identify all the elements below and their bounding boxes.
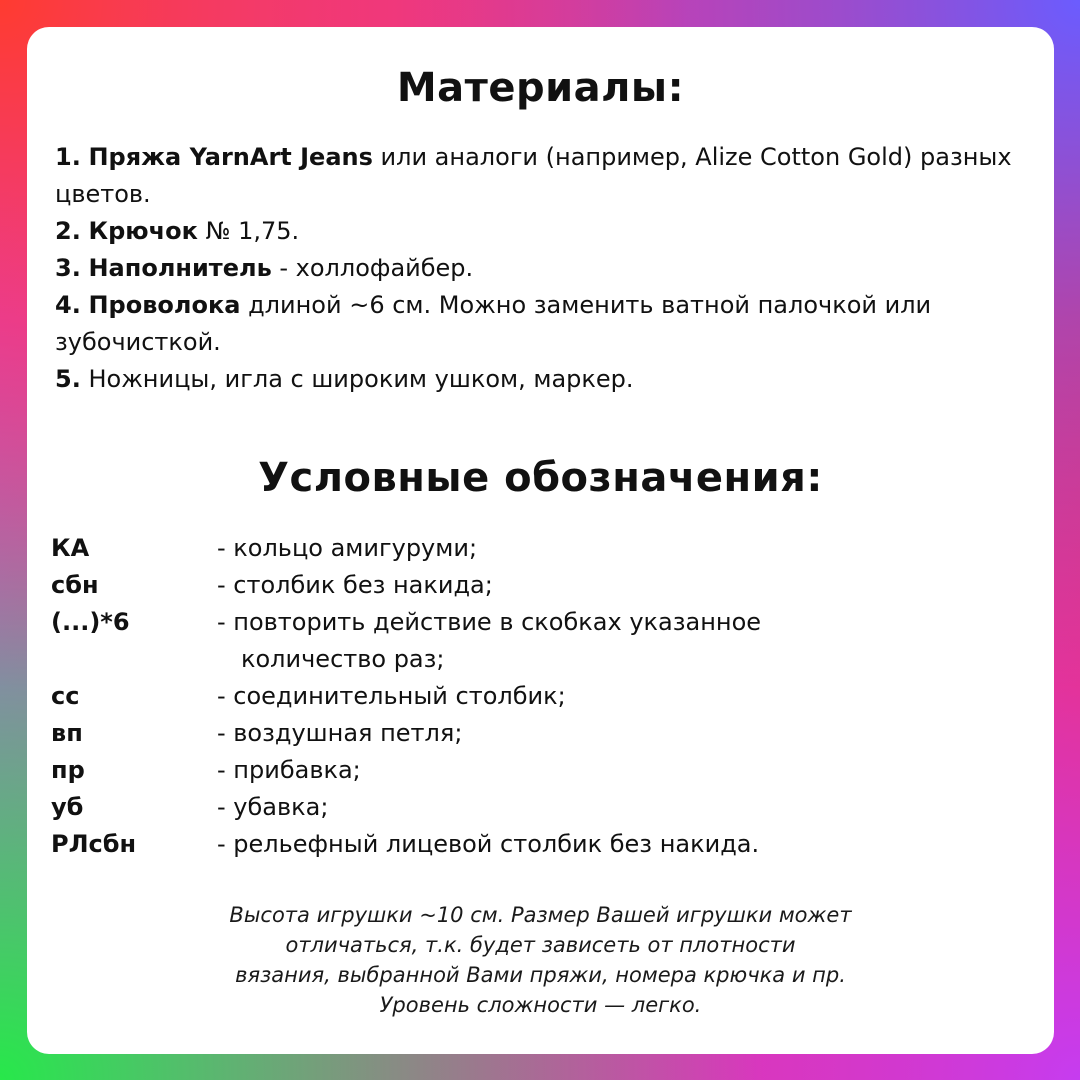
materials-item: [55, 213, 1035, 250]
legend-row: [51, 826, 1041, 863]
legend-definition-multiline: [217, 604, 1041, 678]
legend-row: [51, 678, 1041, 715]
legend-definition: - столбик без накида;: [217, 571, 493, 599]
legend-term: (...)*6: [51, 608, 130, 636]
legend-row: [51, 604, 1041, 678]
legend-definition: - соединительный столбик;: [217, 682, 566, 710]
legend-term: РЛсбн: [51, 830, 137, 858]
item-description: или аналоги (например, Alize Cotton Gold) разных цветов.: [55, 143, 1012, 208]
legend-row: [51, 530, 1041, 567]
legend-definition-continuation: количество раз;: [241, 645, 445, 673]
item-description: Ножницы, игла с широким ушком, маркер.: [80, 365, 634, 393]
legend-definition: - рельефный лицевой столбик без накида.: [217, 830, 760, 858]
legend-definition: - кольцо амигуруми;: [217, 534, 478, 562]
item-name: Проволока: [88, 291, 241, 319]
legend-row: [51, 752, 1041, 789]
item-number: 1.: [55, 143, 81, 171]
footnote-line: вязания, выбранной Вами пряжи, номера крючка и пр.: [235, 963, 846, 987]
legend-term: КА: [51, 534, 90, 562]
item-description: длиной ~6 см. Можно заменить ватной палочкой или зубочисткой.: [55, 291, 932, 356]
legend-term: сс: [51, 682, 80, 710]
content-card: [27, 27, 1054, 1054]
legend-row: [51, 567, 1041, 604]
item-number: 3.: [55, 254, 81, 282]
materials-item: [55, 250, 1035, 287]
footnote-line: Уровень сложности — легко.: [379, 993, 702, 1017]
item-number: 5.: [55, 365, 81, 393]
item-name: Наполнитель: [88, 254, 272, 282]
legend-definition: - воздушная петля;: [217, 719, 463, 747]
materials-item: [55, 287, 1035, 361]
legend-term: уб: [51, 793, 84, 821]
legend-definition: - прибавка;: [217, 756, 361, 784]
item-number: 2.: [55, 217, 81, 245]
materials-list: [55, 139, 1035, 398]
footnote-line: отличаться, т.к. будет зависеть от плотности: [285, 933, 796, 957]
footnote-line: Высота игрушки ~10 см. Размер Вашей игрушки может: [229, 903, 852, 927]
item-name: Пряжа YarnArt Jeans: [88, 143, 373, 171]
legend-definition: - повторить действие в скобках указанное: [217, 608, 762, 636]
legend-title: Условные обозначения:: [258, 455, 823, 501]
item-name: Крючок: [88, 217, 198, 245]
legend-term: вп: [51, 719, 83, 747]
legend-term: сбн: [51, 571, 99, 599]
materials-item: [55, 361, 1035, 398]
item-number: 4.: [55, 291, 81, 319]
materials-title: Материалы:: [396, 65, 685, 111]
item-description: № 1,75.: [197, 217, 300, 245]
legend-row: [51, 715, 1041, 752]
item-description: - холлофайбер.: [271, 254, 474, 282]
materials-item: [55, 139, 1035, 213]
legend-list: [51, 530, 1041, 863]
legend-term: пр: [51, 756, 85, 784]
legend-row: [51, 789, 1041, 826]
legend-definition: - убавка;: [217, 793, 329, 821]
footnote: [87, 900, 994, 1020]
